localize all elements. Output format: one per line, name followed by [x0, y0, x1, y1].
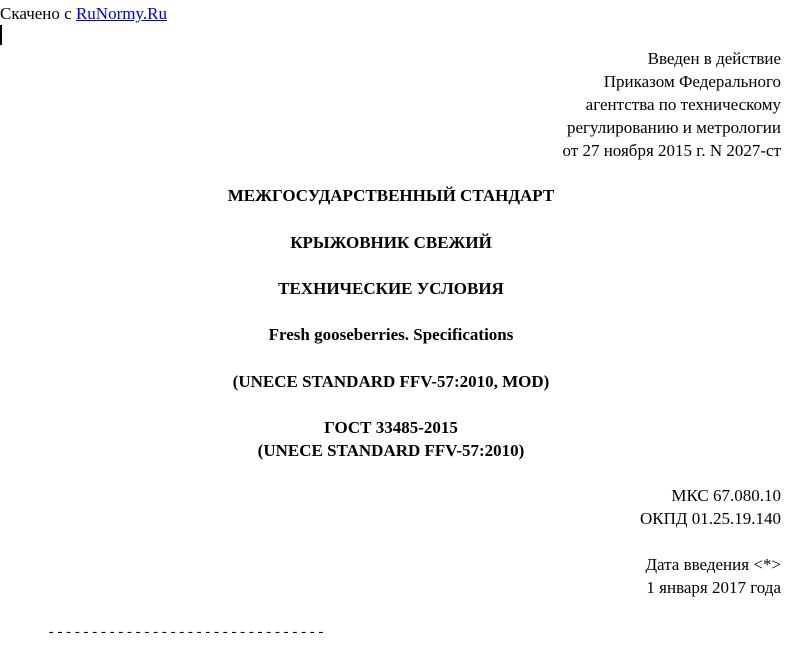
intro-date-value: 1 января 2017 года	[646, 578, 781, 597]
footnote-separator: --------------------------------	[47, 625, 326, 641]
unece-reference: (UNECE STANDARD FFV-57:2010)	[257, 441, 525, 460]
decree-line: Введен в действие	[647, 49, 781, 68]
product-title: КРЫЖОВНИК СВЕЖИЙ	[290, 233, 492, 252]
mks-code: МКС 67.080.10	[671, 486, 781, 505]
download-prefix: Скачено с	[0, 4, 76, 23]
decree-line: Приказом Федерального	[603, 72, 781, 91]
text-cursor	[0, 25, 2, 45]
english-title: Fresh gooseberries. Specifications	[268, 325, 514, 344]
decree-block	[563, 47, 782, 162]
gost-number: ГОСТ 33485-2015	[324, 418, 458, 437]
unece-mod-reference: (UNECE STANDARD FFV-57:2010, MOD)	[232, 372, 550, 391]
decree-line: агентства по техническому	[585, 95, 781, 114]
introduction-date-block	[645, 553, 781, 599]
decree-line: от 27 ноября 2015 г. N 2027-ст	[562, 141, 781, 160]
runormy-link[interactable]: RuNormy.Ru	[75, 4, 167, 23]
okpd-code: ОКПД 01.25.19.140	[640, 509, 781, 528]
download-source-line	[0, 2, 167, 25]
standard-type-heading: МЕЖГОСУДАРСТВЕННЫЙ СТАНДАРТ	[227, 186, 555, 205]
gost-block	[0, 416, 782, 462]
intro-date-label: Дата введения <*>	[645, 555, 781, 574]
subtitle-heading: ТЕХНИЧЕСКИЕ УСЛОВИЯ	[278, 279, 504, 298]
classification-codes	[640, 484, 781, 530]
decree-line: регулированию и метрологии	[566, 118, 781, 137]
